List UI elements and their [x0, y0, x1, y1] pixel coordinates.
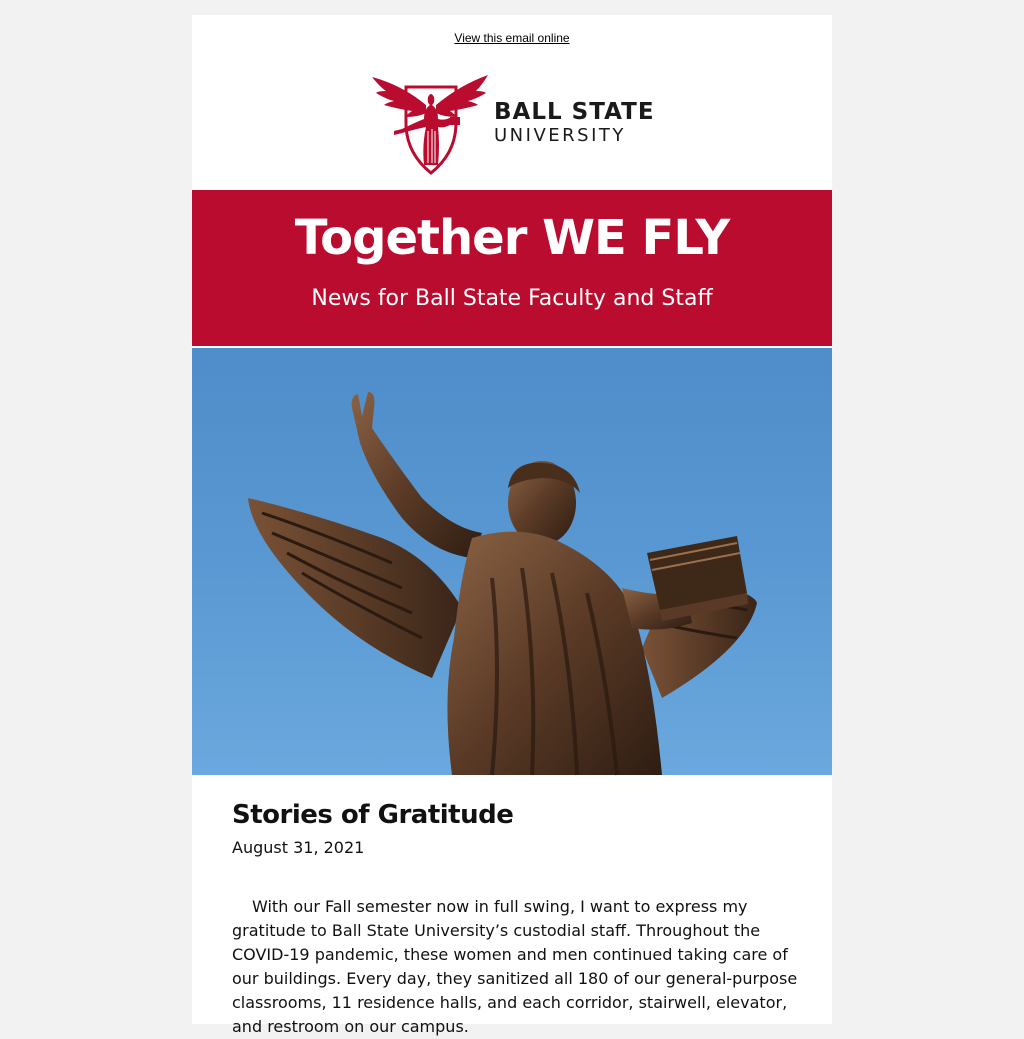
hero-image [192, 348, 832, 775]
article-date: August 31, 2021 [232, 838, 365, 857]
article [232, 775, 812, 1039]
logo-line1: BALL STATE [494, 99, 655, 125]
newsletter-subtitle: News for Ball State Faculty and Staff [311, 286, 713, 311]
newsletter-title: Together WE FLY [294, 210, 730, 266]
beneficence-statue-photo [192, 348, 832, 775]
beneficence-statue-shield-icon [372, 75, 490, 175]
view-online-link[interactable]: View this email online [454, 31, 570, 45]
article-body: With our Fall semester now in full swing, I want to express my gratitude to Ball State University’s custodial staff. Throughout the COVID-19 pandemic, these women and men continued taking care of our buildings. Every day, they sanitized all 180 of our general-purpose classrooms, 11 residence halls, and each corridor, stairwell, elevator, and restroom on our campus. [232, 897, 798, 1036]
logo-line2: UNIVERSITY [494, 125, 626, 146]
email-container [192, 15, 832, 1036]
logo-wordmark [494, 99, 655, 147]
article-title: Stories of Gratitude [232, 800, 514, 830]
university-logo[interactable] [372, 75, 662, 175]
newsletter-banner [192, 190, 832, 346]
